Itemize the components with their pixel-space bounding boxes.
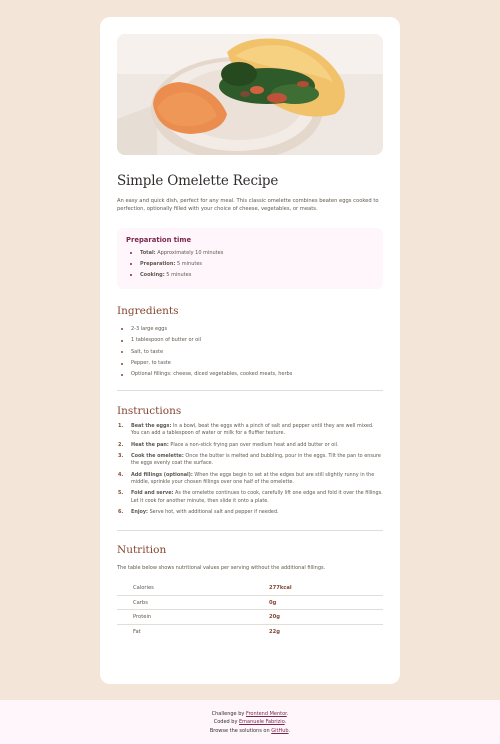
nutrition-section — [117, 544, 383, 639]
divider — [117, 530, 383, 531]
instruction-step: 6. Enjoy: Serve hot, with additional salt and pepper if needed. — [118, 509, 279, 516]
instruction-step: 5. Fold and serve: As the omelette continues to cook, carefully lift one edge and fold it over the fillings. Let it cook for another minute, then slide it onto a plate. — [118, 490, 383, 504]
prep-item-total: Total: Approximately 10 minutes — [126, 248, 374, 259]
nutrition-table — [117, 581, 383, 639]
table-row: Calories 277kcal — [117, 581, 383, 596]
frontend-mentor-link[interactable]: Frontend Mentor — [245, 711, 287, 717]
table-row: Carbs 0g — [117, 595, 383, 610]
table-row: Fat 22g — [133, 629, 280, 636]
author-link[interactable]: Emanuele Fabrizio — [239, 719, 285, 726]
instruction-step: 4. Add fillings (optional): When the eggs begin to set at the edges but are still slightly runny in the middle, sprinkle your chosen fillings over one half of the omelette. — [118, 471, 375, 486]
ingredients-section — [117, 305, 383, 381]
omelette-photo — [117, 34, 383, 155]
prep-item-preparation: Preparation: 5 minutes — [126, 259, 374, 270]
table-row: Protein 20g — [117, 610, 383, 625]
list-item: 1 tablespoon of butter or oil — [117, 335, 383, 346]
nutrition-heading: Nutrition — [117, 543, 167, 556]
footer-line: Browse the solutions on GitHub. — [209, 727, 291, 734]
recipe-intro: An easy and quick dish, perfect for any meal. This classic omelette combines beaten eggs cooked to perfection, optionally filled with your choice of cheese, vegetables, or meats. — [117, 198, 379, 213]
instructions-heading: Instructions — [117, 404, 182, 417]
prep-item-cooking: Cooking: 5 minutes — [126, 270, 374, 281]
footer-line: Coded by Emanuele Fabrizio. — [213, 719, 287, 726]
list-item: Salt, to taste — [117, 347, 383, 358]
preparation-time-box — [117, 228, 383, 289]
instruction-step: 2. Heat the pan: Place a non-stick frying pan over medium heat and add butter or oil. — [118, 441, 339, 448]
recipe-card — [100, 17, 400, 684]
instructions-section — [117, 405, 383, 517]
list-item: Optional fillings: cheese, diced vegetables, cooked meats, herbs — [117, 369, 383, 380]
divider — [117, 390, 383, 391]
nutrition-lead: The table below shows nutritional values per serving without the additional fillings. — [117, 564, 326, 571]
list-item: Pepper, to taste — [117, 358, 383, 369]
footer-line: Challenge by Frontend Mentor. — [211, 711, 289, 717]
page-title: Simple Omelette Recipe — [117, 173, 279, 189]
instruction-step: 1. Beat the eggs: In a bowl, beat the eggs with a pinch of salt and pepper until they are well mixed. You can add a tablespoon of water or milk for a fluffier texture. — [118, 422, 374, 437]
attribution-footer — [0, 700, 500, 744]
instruction-step: 3. Cook the omelette: Once the butter is melted and bubbling, pour in the eggs. Tilt the pan to ensure the eggs evenly coat the surface. — [118, 452, 381, 467]
github-link[interactable]: GitHub — [271, 727, 289, 734]
ingredients-heading: Ingredients — [117, 304, 179, 317]
preparation-time-heading: Preparation time — [126, 235, 192, 244]
list-item: 2-3 large eggs — [117, 324, 383, 335]
